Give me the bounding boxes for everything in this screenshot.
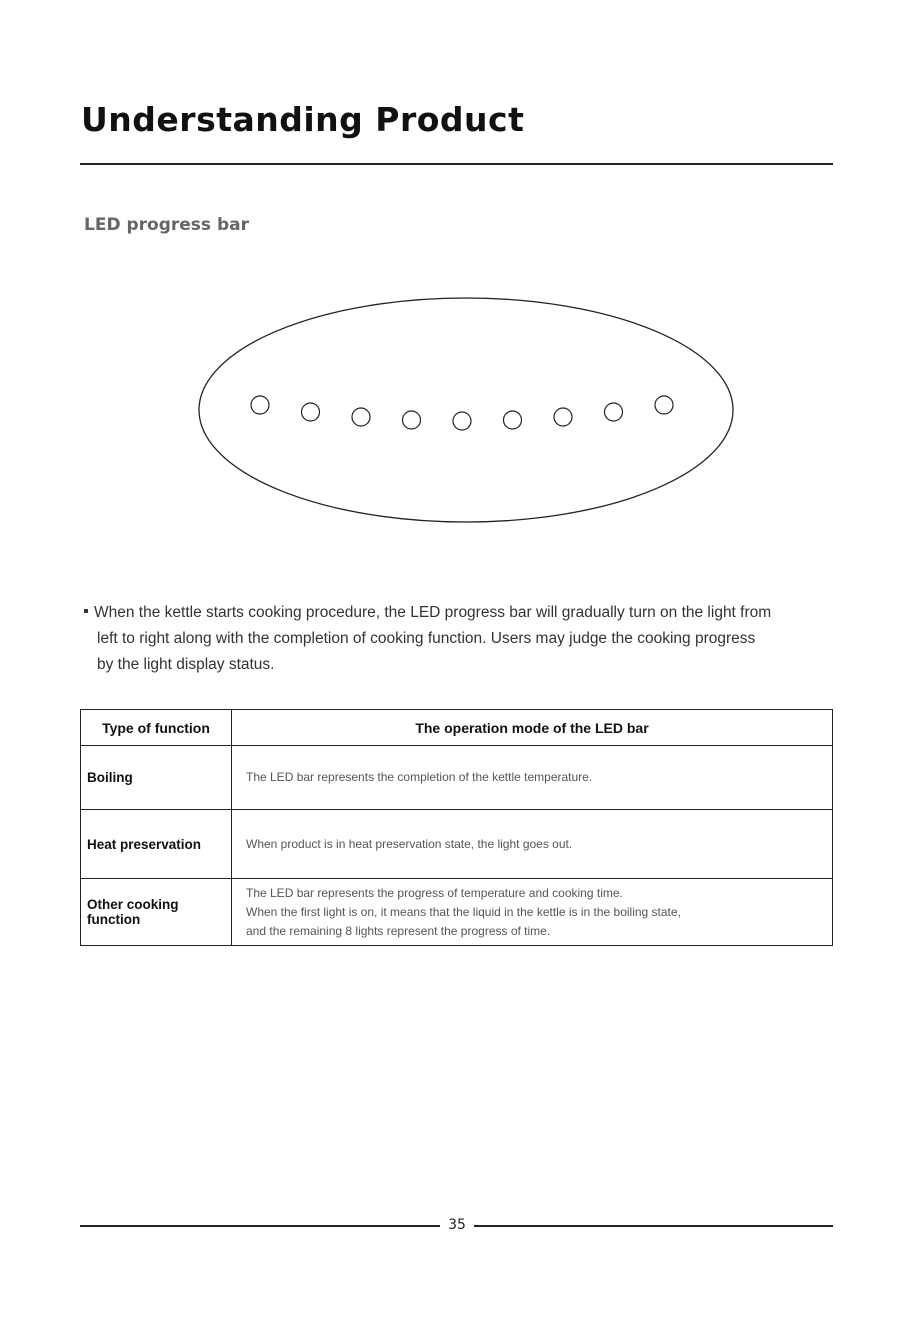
function-name: Boiling xyxy=(81,746,232,810)
led-panel-outline xyxy=(199,298,733,522)
paragraph-line: When the kettle starts cooking procedure, the LED progress bar will gradually turn on the light from xyxy=(84,600,844,626)
led-light-icon xyxy=(403,411,421,429)
led-light-icon xyxy=(453,412,471,430)
column-header-type: Type of function xyxy=(81,710,232,746)
description-line: When product is in heat preservation state, the light goes out. xyxy=(246,836,573,851)
led-light-icon xyxy=(655,396,673,414)
description-paragraph xyxy=(84,600,844,678)
description-line: and the remaining 8 lights represent the progress of time. xyxy=(246,923,551,938)
function-name: Heat preservation xyxy=(81,810,232,879)
led-light-icon xyxy=(352,408,370,426)
page-title: Understanding Product xyxy=(81,100,525,139)
led-light-icon xyxy=(605,403,623,421)
table-row xyxy=(81,810,833,879)
led-light-icon xyxy=(554,408,572,426)
column-header-mode: The operation mode of the LED bar xyxy=(232,710,833,746)
page-number: 35 xyxy=(448,1217,466,1233)
table-header-row xyxy=(81,710,833,746)
led-light-icon xyxy=(302,403,320,421)
table-row xyxy=(81,879,833,946)
led-lights xyxy=(251,396,673,430)
bullet-icon xyxy=(84,609,88,613)
description-line: The LED bar represents the progress of temperature and cooking time. xyxy=(246,885,623,900)
paragraph-line: by the light display status. xyxy=(97,656,275,673)
footer-divider-left xyxy=(80,1225,440,1227)
function-description xyxy=(232,879,833,946)
function-table xyxy=(80,709,833,946)
description-line: The LED bar represents the completion of the kettle temperature. xyxy=(246,770,593,784)
section-label: LED progress bar xyxy=(84,215,249,235)
table-row xyxy=(81,746,833,810)
paragraph-line: left to right along with the completion of cooking function. Users may judge the cooking progress xyxy=(97,630,756,647)
function-description xyxy=(232,810,833,879)
function-description xyxy=(232,746,833,810)
footer-divider-right xyxy=(474,1225,833,1227)
description-line: When the first light is on, it means that the liquid in the kettle is in the boiling state, xyxy=(246,904,681,919)
led-light-icon xyxy=(504,411,522,429)
function-name: Other cooking function xyxy=(81,879,232,946)
led-progress-bar-diagram xyxy=(0,0,914,560)
led-light-icon xyxy=(251,396,269,414)
